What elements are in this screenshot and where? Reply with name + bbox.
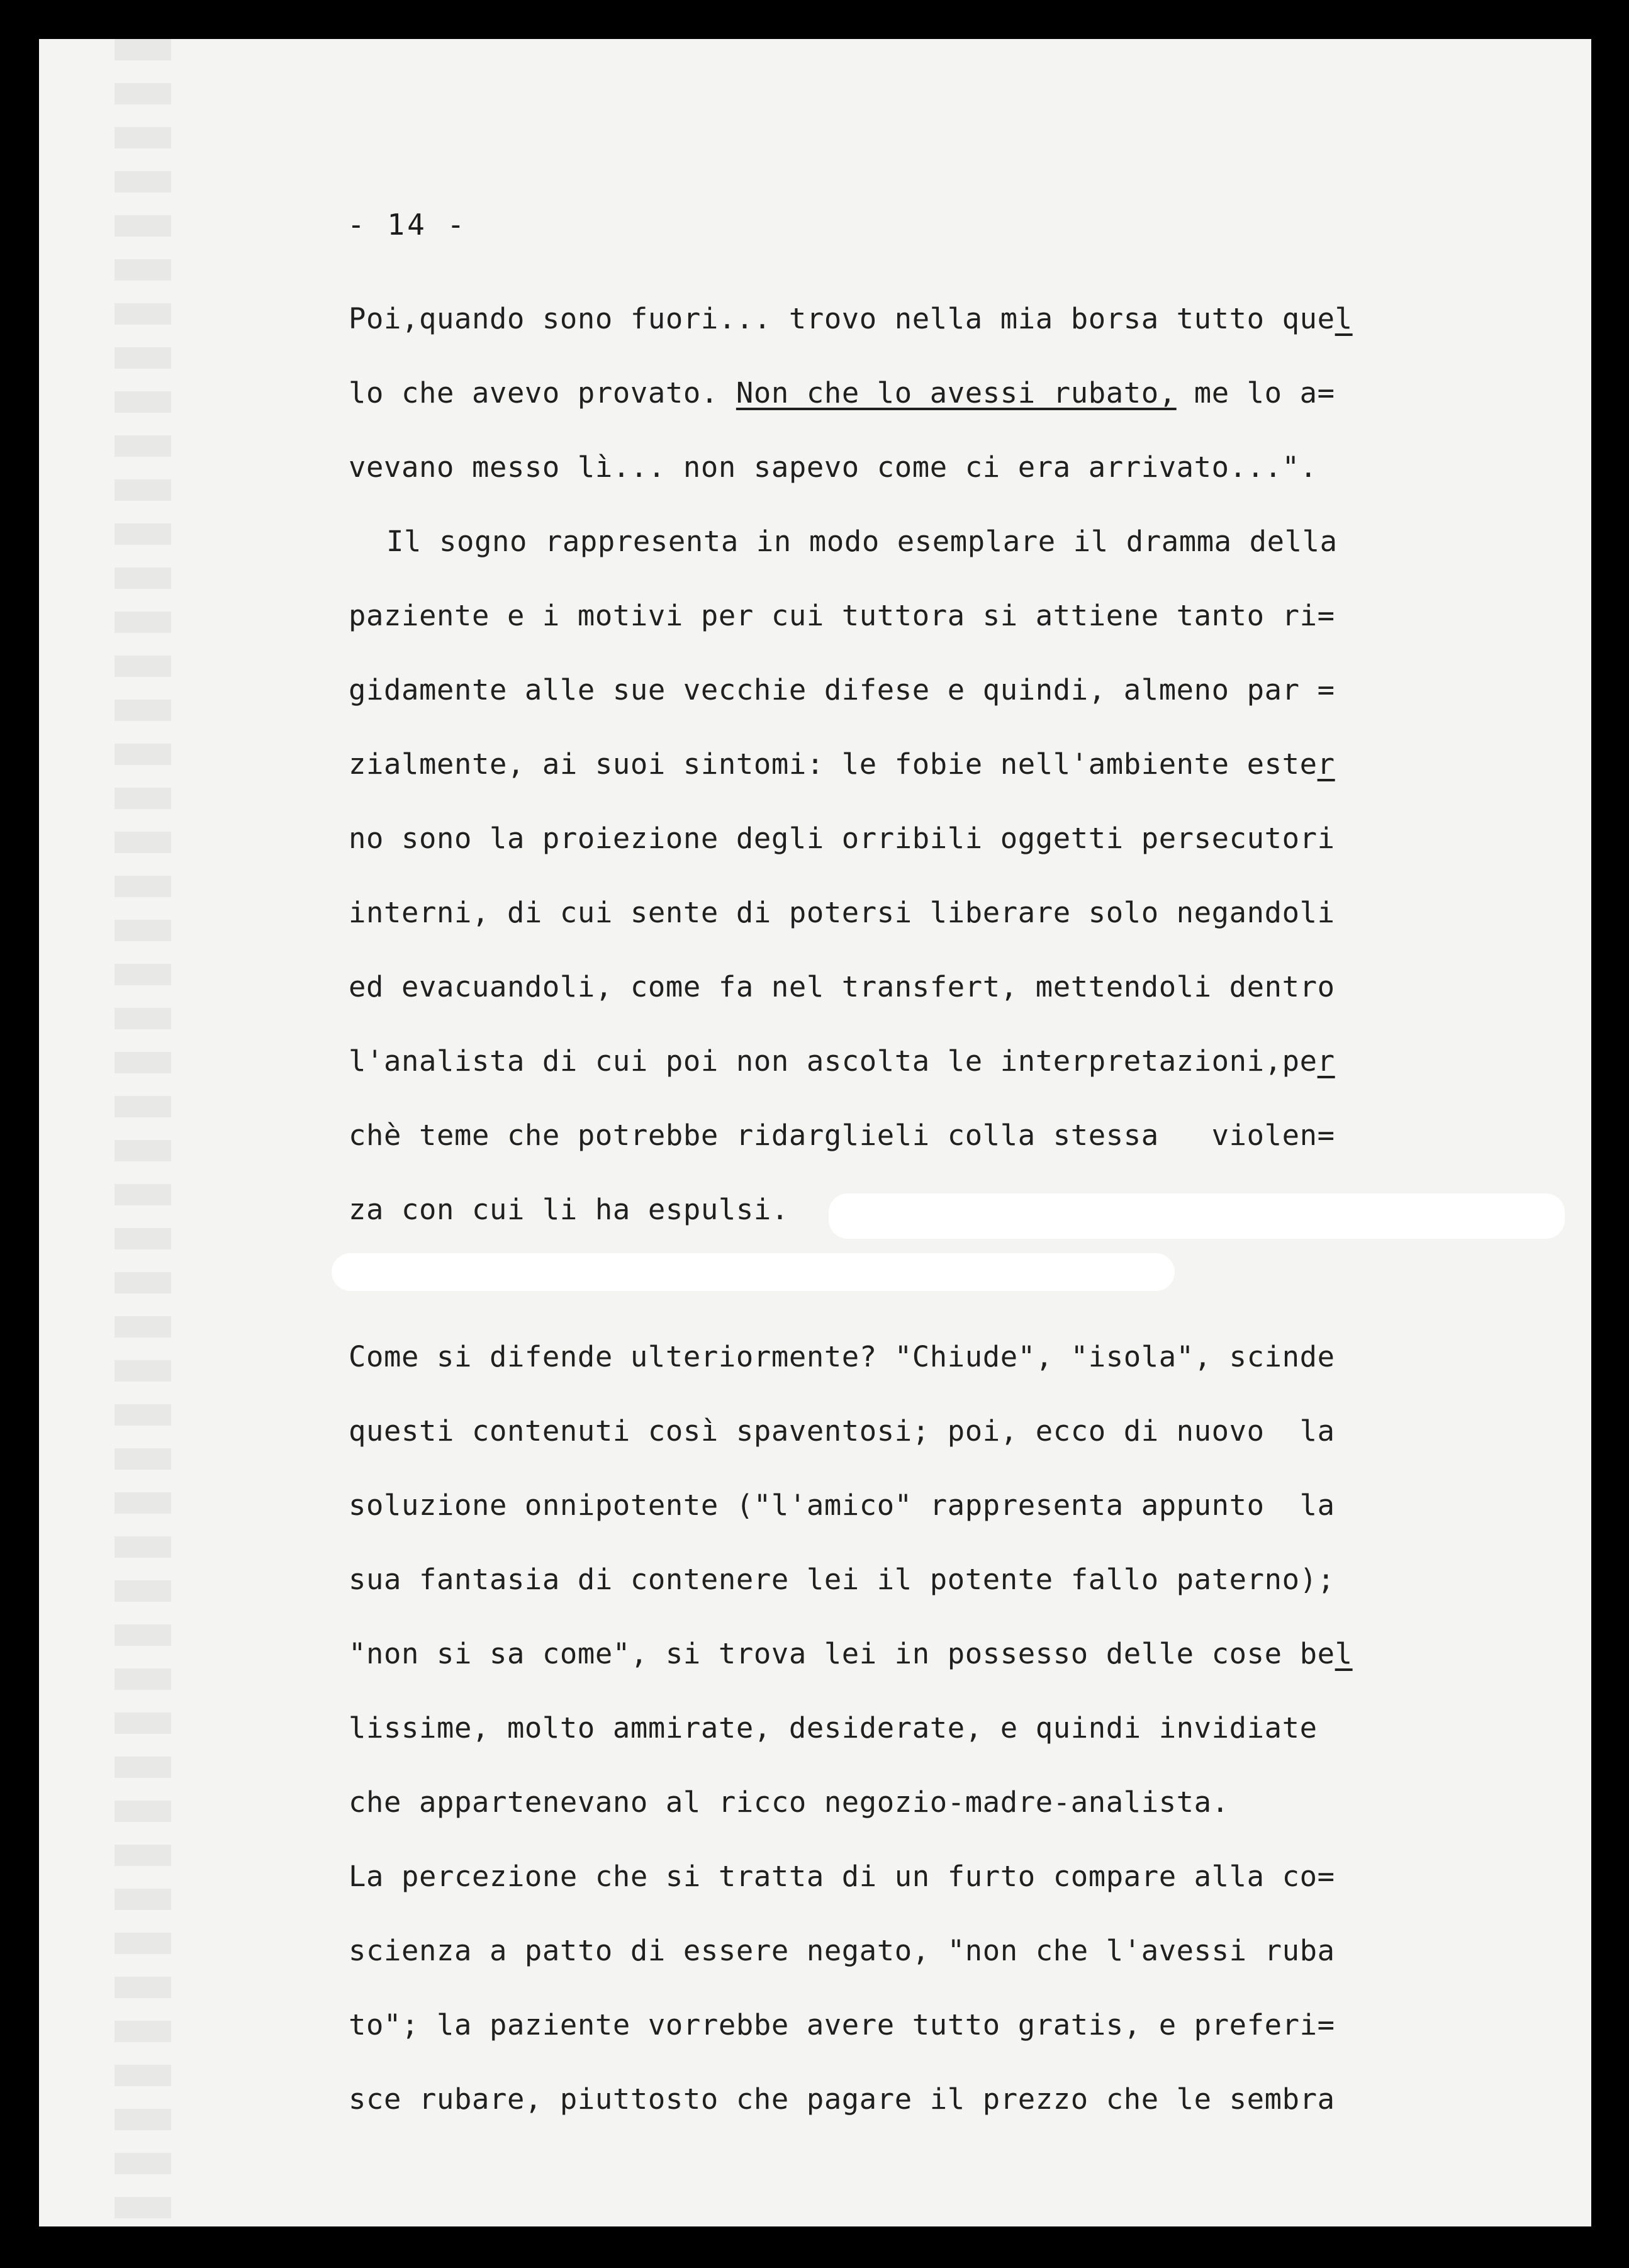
bleed-through-margin: [115, 39, 171, 2226]
text-line: ed evacuandoli, come fa nel transfert, mettendoli dentro: [349, 970, 1335, 1003]
text-line: lo che avevo provato. Non che lo avessi rubato, me lo a=: [349, 376, 1335, 410]
text-line: che appartenevano al ricco negozio-madre-analista.: [349, 1785, 1229, 1819]
text-line: "non si sa come", si trova lei in possesso delle cose bel: [349, 1637, 1353, 1670]
text-line: interni, di cui sente di potersi liberare solo negandoli: [349, 896, 1335, 929]
text-line: gidamente alle sue vecchie difese e quindi, almeno par =: [349, 673, 1335, 707]
text-line: to"; la paziente vorrebbe avere tutto gratis, e preferi=: [349, 2008, 1335, 2042]
text-line: za con cui li ha espulsi.: [349, 1193, 789, 1226]
text-line: lissime, molto ammirate, desiderate, e quindi invidiate: [349, 1711, 1318, 1745]
text-line: questi contenuti così spaventosi; poi, ecco di nuovo la: [349, 1414, 1335, 1448]
text-line: Poi,quando sono fuori... trovo nella mia borsa tutto quel: [349, 302, 1353, 335]
text-line: La percezione che si tratta di un furto compare alla co=: [349, 1860, 1335, 1893]
text-line: vevano messo lì... non sapevo come ci era arrivato...".: [349, 450, 1318, 484]
text-line: l'analista di cui poi non ascolta le interpretazioni,per: [349, 1044, 1335, 1078]
text-line: Come si difende ulteriormente? "Chiude", "isola", scinde: [349, 1340, 1335, 1373]
text-line: sce rubare, piuttosto che pagare il prezzo che le sembra: [349, 2082, 1335, 2116]
text-line: chè teme che potrebbe ridarglieli colla stessa violen=: [349, 1119, 1335, 1152]
text-line: no sono la proiezione degli orribili oggetti persecutori: [349, 822, 1335, 855]
text-line: soluzione onnipotente ("l'amico" rappresenta appunto la: [349, 1489, 1335, 1522]
redaction-mark: [829, 1193, 1565, 1239]
paragraph-start-line: Il sogno rappresenta in modo esemplare il dramma della: [386, 525, 1338, 558]
text-line: zialmente, ai suoi sintomi: le fobie nell'ambiente ester: [349, 747, 1335, 781]
text-line: paziente e i motivi per cui tuttora si attiene tanto ri=: [349, 599, 1335, 632]
text-line: sua fantasia di contenere lei il potente fallo paterno);: [349, 1563, 1335, 1596]
redaction-mark: [332, 1253, 1175, 1291]
text-line: scienza a patto di essere negato, "non che l'avessi ruba: [349, 1934, 1335, 1967]
page-number: - 14 -: [347, 208, 467, 242]
typewritten-page: [39, 39, 1591, 2226]
